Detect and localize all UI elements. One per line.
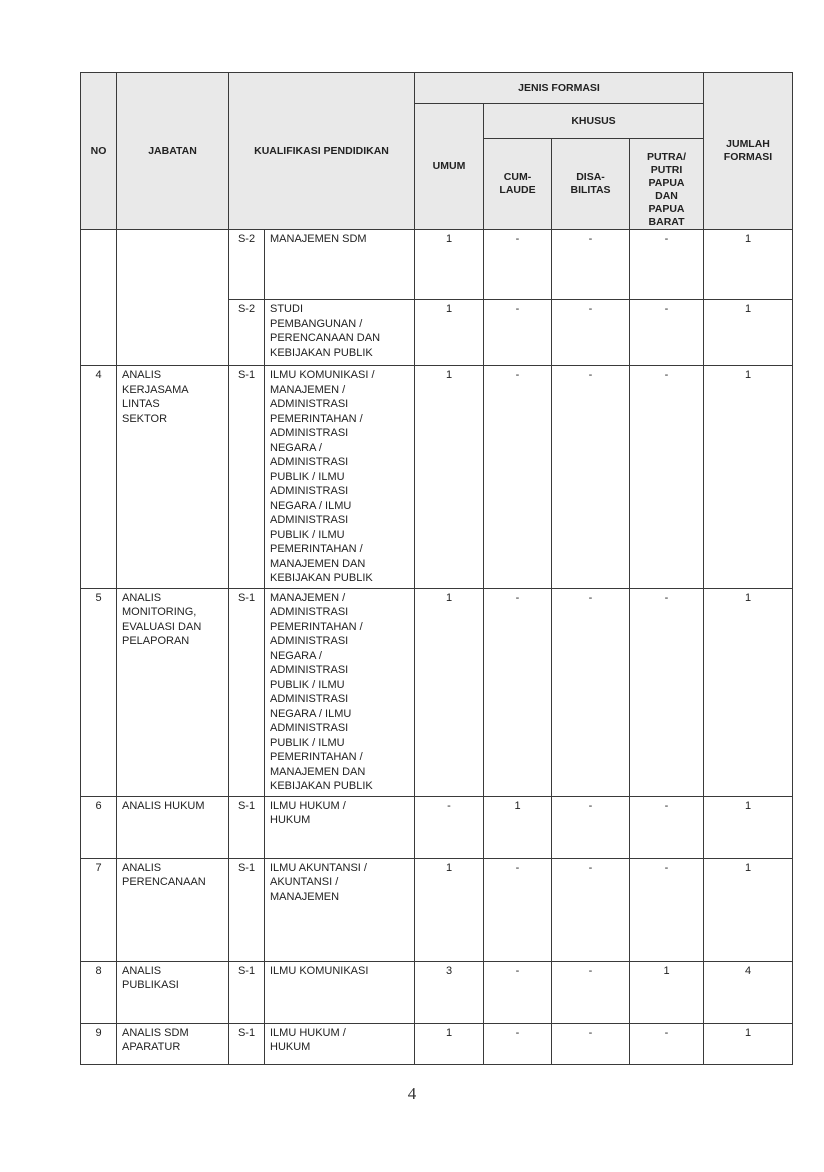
cell-kualifikasi: ILMU HUKUM / HUKUM	[265, 1023, 415, 1064]
cell-no: 5	[81, 588, 117, 796]
cell-kualifikasi: MANAJEMEN SDM	[265, 230, 415, 300]
cell-jabatan: ANALIS MONITORING, EVALUASI DAN PELAPORAN	[117, 588, 229, 796]
header-papua: PUTRA/ PUTRI PAPUA DAN PAPUA BARAT	[630, 139, 704, 230]
cell-umum: -	[415, 796, 484, 858]
cell-cumlaude: -	[484, 858, 552, 961]
cell-umum: 1	[415, 858, 484, 961]
cell-jumlah: 1	[704, 366, 793, 589]
cell-disabilitas: -	[552, 588, 630, 796]
header-disabilitas: DISA- BILITAS	[552, 139, 630, 230]
formasi-table	[80, 72, 793, 1065]
cell-kualifikasi: ILMU AKUNTANSI / AKUNTANSI / MANAJEMEN	[265, 858, 415, 961]
cell-level: S-1	[229, 366, 265, 589]
cell-umum: 1	[415, 588, 484, 796]
cell-papua: -	[630, 300, 704, 366]
cell-kualifikasi: STUDI PEMBANGUNAN / PERENCANAAN DAN KEBIJAKAN PUBLIK	[265, 300, 415, 366]
cell-jabatan: ANALIS PERENCANAAN	[117, 858, 229, 961]
cell-disabilitas: -	[552, 796, 630, 858]
cell-no: 8	[81, 961, 117, 1023]
header-cumlaude: CUM- LAUDE	[484, 139, 552, 230]
cell-umum: 1	[415, 366, 484, 589]
cell-kualifikasi: ILMU HUKUM / HUKUM	[265, 796, 415, 858]
cell-disabilitas: -	[552, 230, 630, 300]
table-row	[81, 230, 793, 300]
cell-no: 9	[81, 1023, 117, 1064]
cell-no	[81, 230, 117, 366]
cell-level: S-1	[229, 796, 265, 858]
cell-level: S-2	[229, 230, 265, 300]
cell-jumlah: 4	[704, 961, 793, 1023]
cell-kualifikasi: ILMU KOMUNIKASI	[265, 961, 415, 1023]
cell-disabilitas: -	[552, 1023, 630, 1064]
cell-level: S-1	[229, 588, 265, 796]
cell-jumlah: 1	[704, 300, 793, 366]
cell-kualifikasi: ILMU KOMUNIKASI / MANAJEMEN / ADMINISTRASI PEMERINTAHAN / ADMINISTRASI NEGARA / ADMINISTRASI PUBLIK / ILMU ADMINISTRASI NEGARA / ILMU ADMINISTRASI PUBLIK / ILMU PEMERINTAHAN / MANAJEMEN DAN KEBIJAKAN PUBLIK	[265, 366, 415, 589]
cell-papua: -	[630, 230, 704, 300]
cell-papua: -	[630, 858, 704, 961]
cell-level: S-2	[229, 300, 265, 366]
cell-umum: 3	[415, 961, 484, 1023]
cell-cumlaude: -	[484, 1023, 552, 1064]
header-khusus: KHUSUS	[484, 104, 704, 139]
cell-disabilitas: -	[552, 300, 630, 366]
cell-jabatan: ANALIS KERJASAMA LINTAS SEKTOR	[117, 366, 229, 589]
cell-jumlah: 1	[704, 230, 793, 300]
cell-disabilitas: -	[552, 858, 630, 961]
cell-cumlaude: -	[484, 300, 552, 366]
cell-jumlah: 1	[704, 588, 793, 796]
cell-level: S-1	[229, 961, 265, 1023]
cell-jumlah: 1	[704, 858, 793, 961]
table-row	[81, 858, 793, 961]
cell-jabatan: ANALIS PUBLIKASI	[117, 961, 229, 1023]
cell-no: 6	[81, 796, 117, 858]
cell-papua: -	[630, 796, 704, 858]
cell-jabatan: ANALIS SDM APARATUR	[117, 1023, 229, 1064]
table-row	[81, 1023, 793, 1064]
header-jumlah: JUMLAH FORMASI	[704, 73, 793, 230]
table-row	[81, 796, 793, 858]
cell-level: S-1	[229, 1023, 265, 1064]
table-row	[81, 588, 793, 796]
cell-no: 4	[81, 366, 117, 589]
cell-papua: -	[630, 366, 704, 589]
header-kualifikasi: KUALIFIKASI PENDIDIKAN	[229, 73, 415, 230]
table-row	[81, 961, 793, 1023]
cell-cumlaude: 1	[484, 796, 552, 858]
header-jenis-formasi: JENIS FORMASI	[415, 73, 704, 104]
cell-umum: 1	[415, 1023, 484, 1064]
cell-cumlaude: -	[484, 961, 552, 1023]
cell-disabilitas: -	[552, 961, 630, 1023]
cell-jabatan	[117, 230, 229, 366]
cell-cumlaude: -	[484, 230, 552, 300]
cell-umum: 1	[415, 300, 484, 366]
cell-disabilitas: -	[552, 366, 630, 589]
header-jabatan: JABATAN	[117, 73, 229, 230]
cell-jumlah: 1	[704, 796, 793, 858]
cell-no: 7	[81, 858, 117, 961]
cell-cumlaude: -	[484, 588, 552, 796]
table-body	[81, 230, 793, 1065]
header-no: NO	[81, 73, 117, 230]
cell-papua: -	[630, 1023, 704, 1064]
table-row	[81, 366, 793, 589]
cell-umum: 1	[415, 230, 484, 300]
cell-cumlaude: -	[484, 366, 552, 589]
cell-jumlah: 1	[704, 1023, 793, 1064]
cell-papua: -	[630, 588, 704, 796]
table-header	[81, 73, 793, 230]
cell-kualifikasi: MANAJEMEN / ADMINISTRASI PEMERINTAHAN / ADMINISTRASI NEGARA / ADMINISTRASI PUBLIK / ILMU ADMINISTRASI NEGARA / ILMU ADMINISTRASI PUBLIK / ILMU PEMERINTAHAN / MANAJEMEN DAN KEBIJAKAN PUBLIK	[265, 588, 415, 796]
page-number: 4	[407, 1084, 417, 1103]
cell-papua: 1	[630, 961, 704, 1023]
header-umum: UMUM	[415, 104, 484, 230]
cell-level: S-1	[229, 858, 265, 961]
cell-jabatan: ANALIS HUKUM	[117, 796, 229, 858]
